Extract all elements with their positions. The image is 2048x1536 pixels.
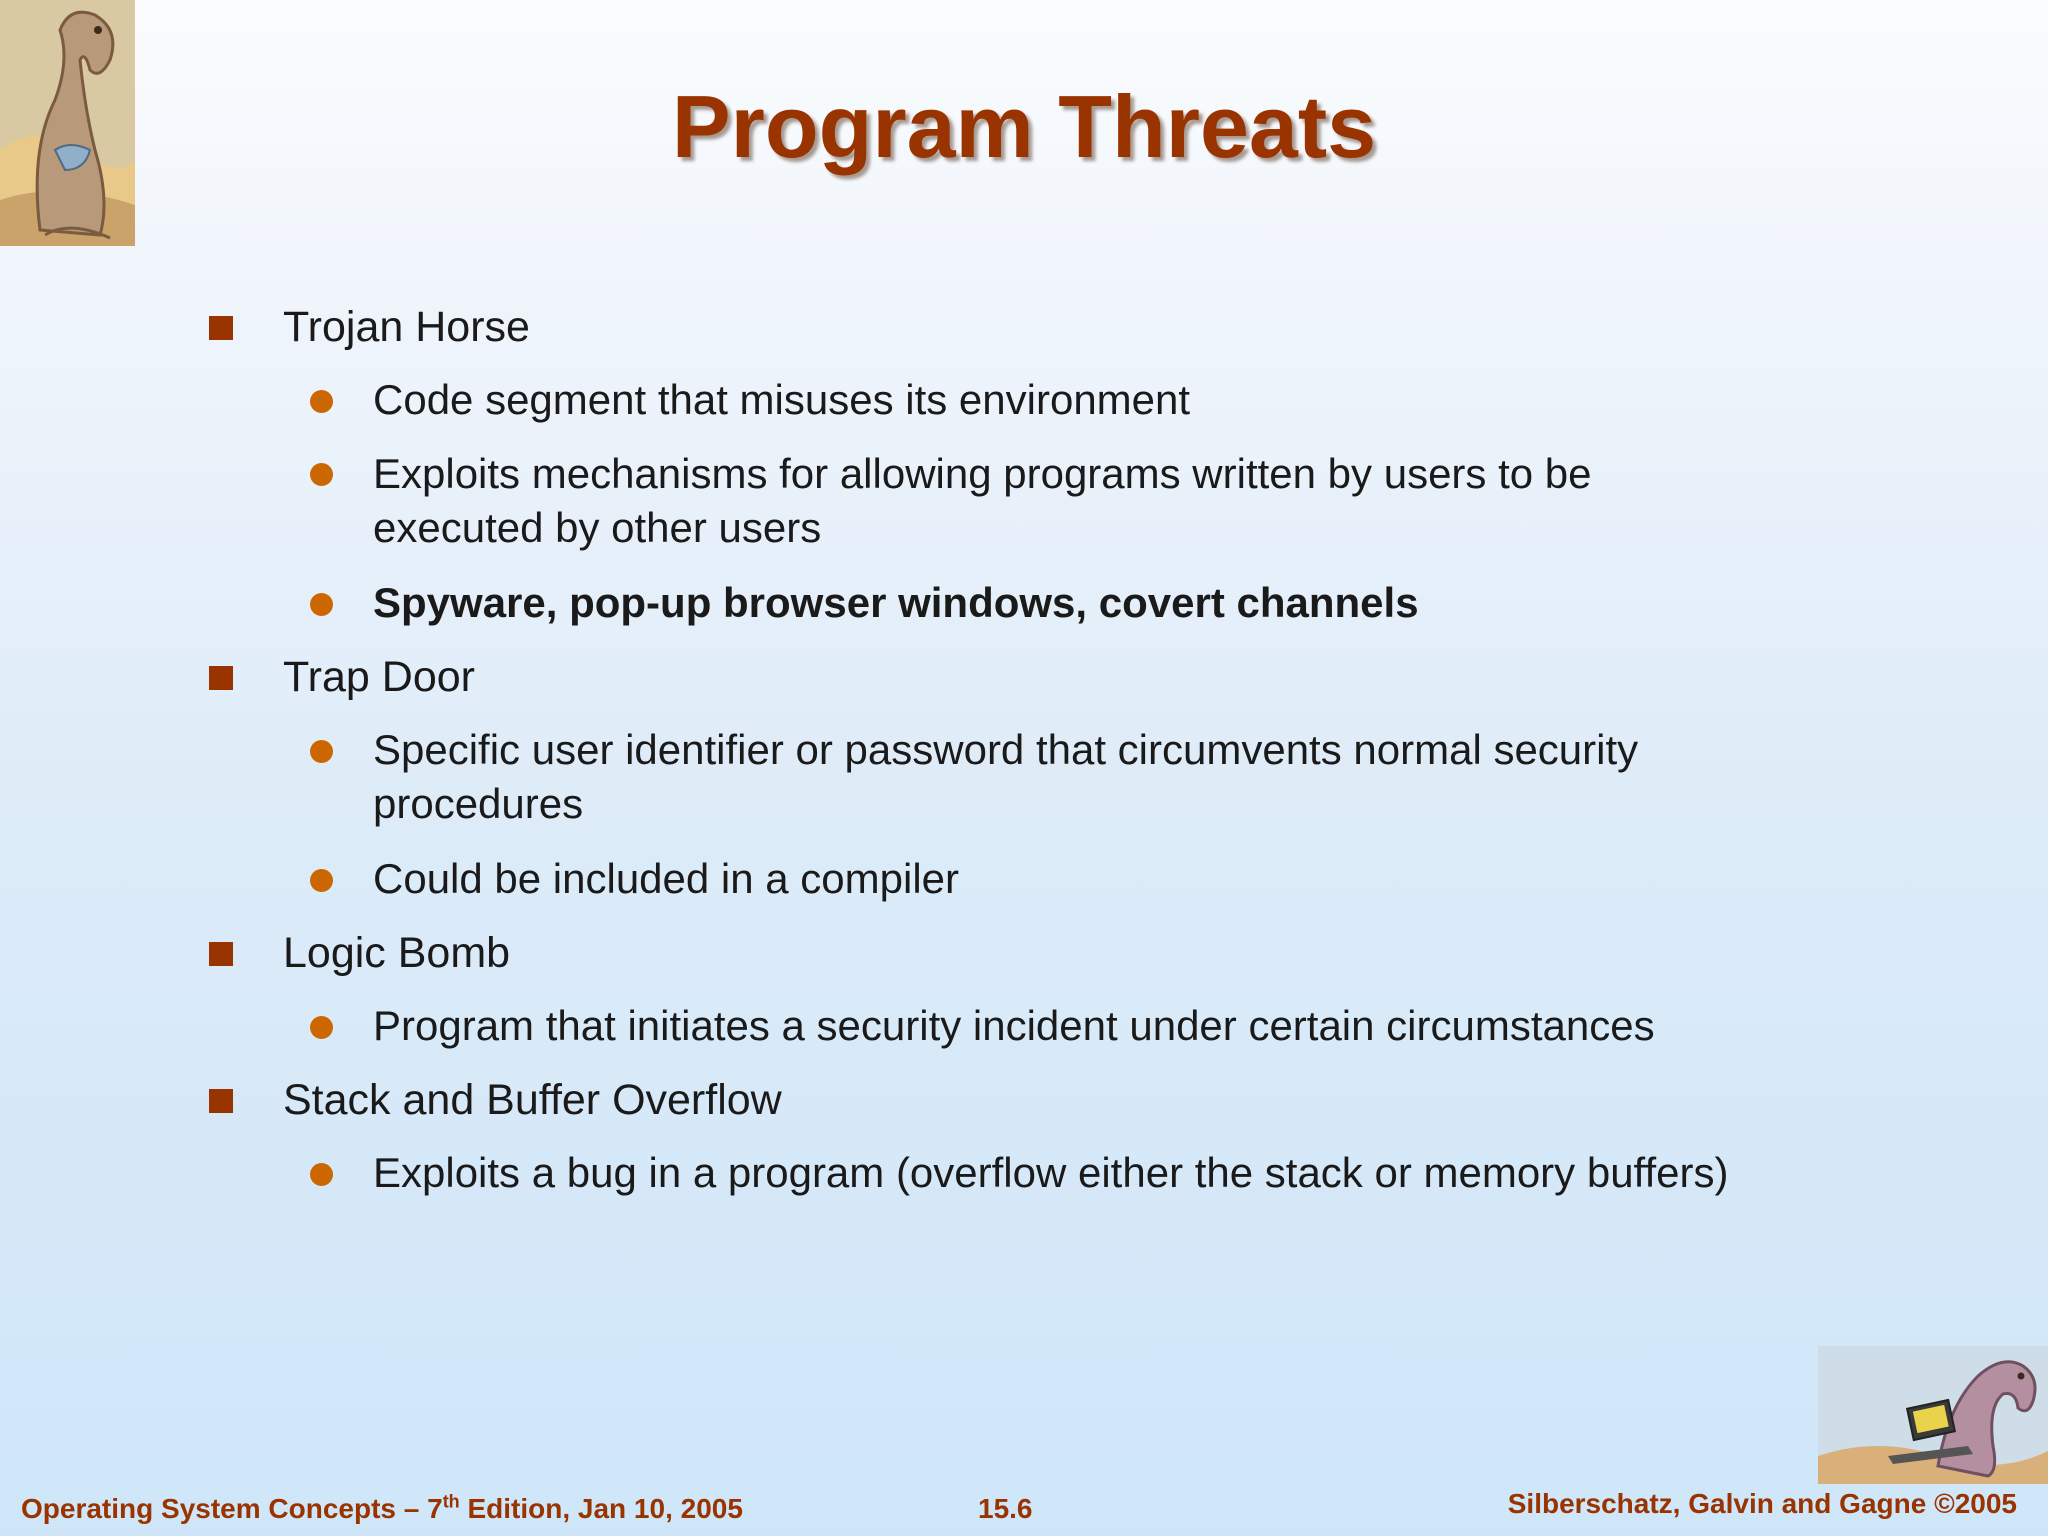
round-bullet-icon <box>310 740 333 763</box>
round-bullet-icon <box>310 463 333 486</box>
sub-bullet-spyware: Spyware, pop-up browser windows, covert channels <box>373 579 1419 626</box>
sub-bullet-exploits-mechanisms: Exploits mechanisms for allowing programs written by users to be executed by other users <box>373 450 1592 551</box>
footer-book-prefix: Operating System Concepts – 7 <box>21 1493 443 1524</box>
dinosaur-laptop-illustration <box>1818 1346 2048 1484</box>
bullet-stack-buffer-overflow: Stack and Buffer Overflow <box>283 1076 782 1124</box>
slide-title: Program Threats <box>671 77 1377 176</box>
footer-book-title <box>21 1492 743 1526</box>
sub-bullet-exploits-bug: Exploits a bug in a program (overflow either the stack or memory buffers) <box>373 1149 1729 1196</box>
sub-bullet-specific-user-identifier: Specific user identifier or password that circumvents normal security procedures <box>373 726 1639 827</box>
footer-page-number: 15.6 <box>978 1493 1033 1524</box>
round-bullet-icon <box>310 869 333 892</box>
square-bullet-icon <box>209 942 233 966</box>
round-bullet-icon <box>310 593 333 616</box>
bullet-trap-door: Trap Door <box>283 653 475 701</box>
round-bullet-icon <box>310 1163 333 1186</box>
square-bullet-icon <box>209 1089 233 1113</box>
sub-bullet-security-incident: Program that initiates a security incident under certain circumstances <box>373 1002 1655 1049</box>
round-bullet-icon <box>310 1016 333 1039</box>
sub-bullet-code-segment: Code segment that misuses its environment <box>373 376 1191 423</box>
square-bullet-icon <box>209 316 233 340</box>
bullet-logic-bomb: Logic Bomb <box>283 929 511 977</box>
footer-authors: Silberschatz, Galvin and Gagne ©2005 <box>1507 1488 2017 1519</box>
footer-book-suffix: Edition, Jan 10, 2005 <box>459 1493 743 1524</box>
bullet-trojan-horse: Trojan Horse <box>283 303 530 351</box>
square-bullet-icon <box>209 666 233 690</box>
round-bullet-icon <box>310 390 333 413</box>
footer-book-sup: th <box>442 1491 460 1512</box>
sub-bullet-compiler: Could be included in a compiler <box>373 855 960 902</box>
